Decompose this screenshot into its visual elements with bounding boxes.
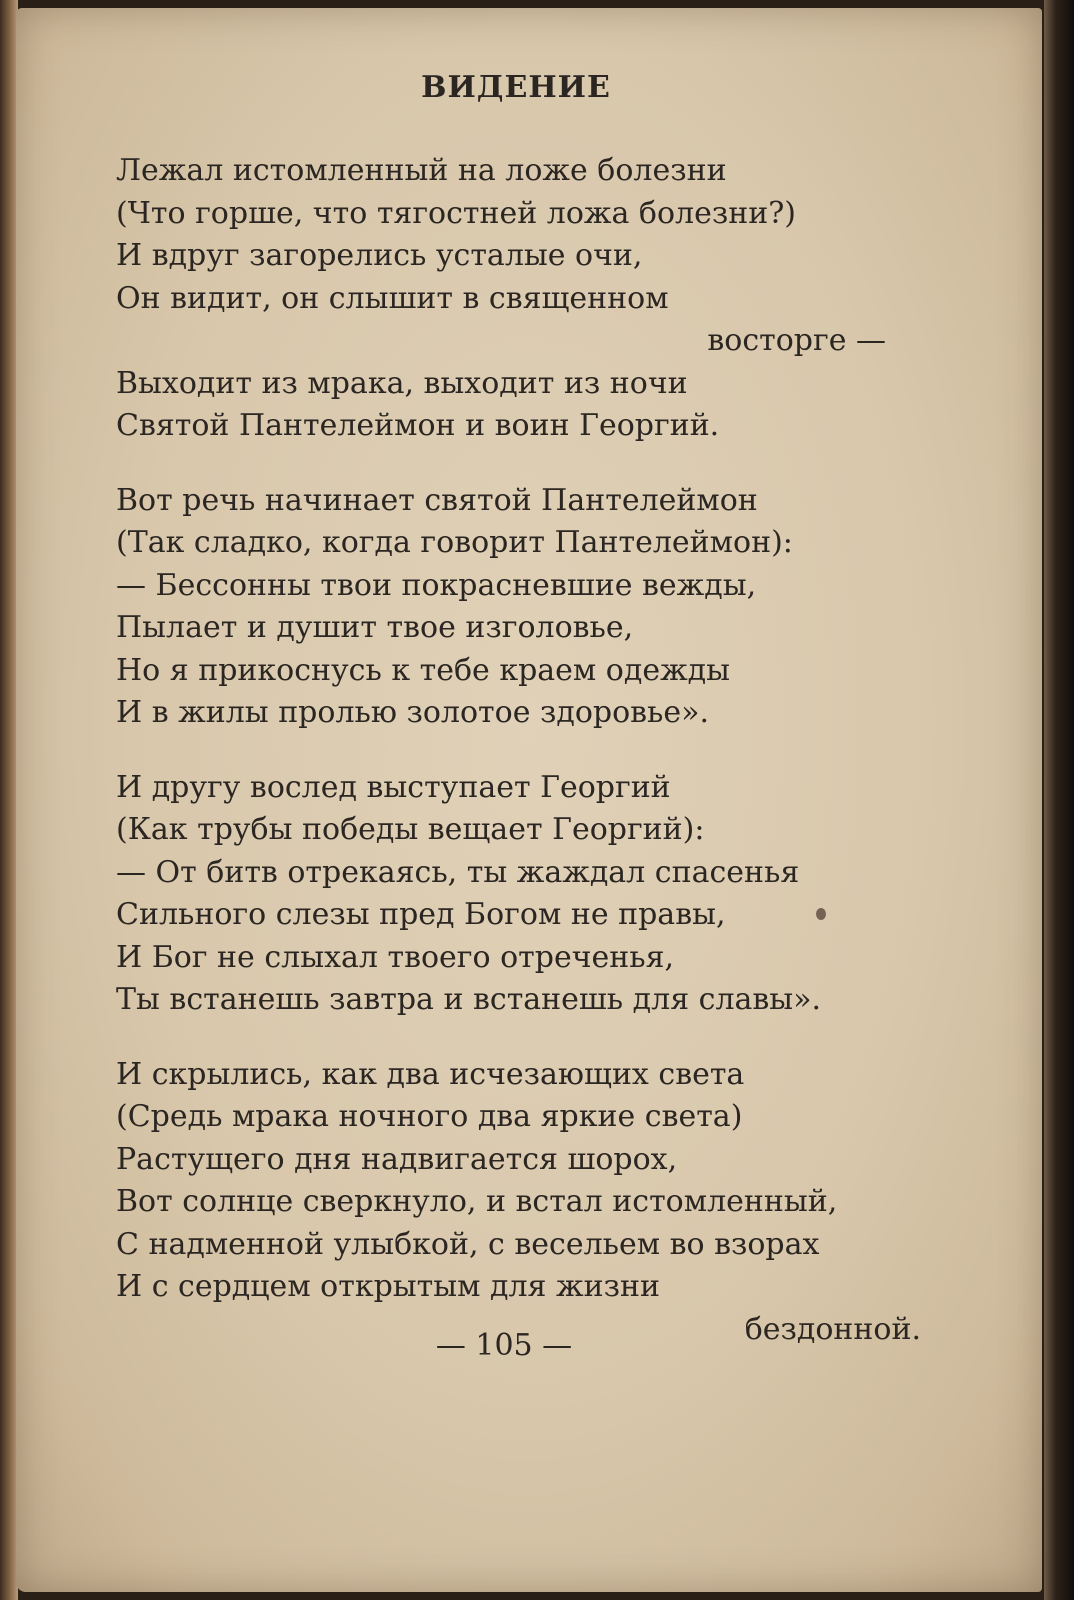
poem-line: И в жилы пролью золотое здоровье».	[116, 695, 710, 730]
book-page	[16, 8, 1042, 1592]
poem-line: (Так сладко, когда говорит Пантелеймон):	[116, 525, 793, 560]
poem-line: Святой Пантелеймон и воин Георгий.	[116, 408, 720, 443]
poem-line: Сильного слезы пред Богом не правы,	[116, 897, 726, 932]
poem-line: И вдруг загорелись усталые очи,	[116, 238, 643, 273]
poem-line: Растущего дня надвигается шорох,	[116, 1141, 678, 1177]
stanza-3	[116, 767, 936, 1022]
poem-line: (Как трубы победы вещает Георгий):	[116, 812, 705, 847]
poem-line-continuation: восторге —	[707, 323, 886, 358]
poem-line: Вот речь начинает святой Пантелеймон	[116, 482, 758, 518]
stanza-1	[116, 150, 936, 448]
ink-smudge	[816, 908, 826, 920]
poem-line: Лежал истомленный на ложе болезни	[116, 153, 727, 188]
poem-line: Пылает и душит твое изголовье,	[116, 610, 634, 645]
poem-line: (Что горше, что тягостней ложа болезни?)	[116, 195, 797, 231]
poem-line: Но я прикоснусь к тебе краем одежды	[116, 652, 731, 688]
poem-line-continuation: бездонной.	[744, 1311, 921, 1347]
poem-line: Выходит из мрака, выходит из ночи	[116, 365, 688, 401]
page-number: — 105 —	[435, 1328, 573, 1363]
poem-line: И скрылись, как два исчезающих света	[116, 1056, 745, 1092]
poem-line: И другу вослед выступает Георгий	[116, 769, 671, 805]
poem-line: Ты встанешь завтра и встанешь для славы».	[116, 982, 822, 1017]
stanza-4	[116, 1054, 936, 1352]
poem-title: ВИДЕНИЕ	[421, 70, 611, 105]
poem-line: — От битв отрекаясь, ты жаждал спасенья	[116, 854, 800, 890]
poem-line: И с сердцем открытым для жизни	[116, 1269, 660, 1304]
poem-line: Вот солнце сверкнуло, и встал истомленный,	[116, 1184, 838, 1219]
stanza-2	[116, 480, 936, 735]
poem-line: — Бессонны твои покрасневшие вежды,	[116, 567, 757, 603]
poem-line: И Бог не слыхал твоего отреченья,	[116, 939, 675, 975]
right-page-edge	[1044, 0, 1074, 1600]
poem-line: (Средь мрака ночного два яркие света)	[116, 1099, 743, 1134]
poem	[116, 70, 936, 1383]
poem-line: Он видит, он слышит в священном	[116, 280, 669, 316]
poem-line: С надменной улыбкой, с весельем во взорах	[116, 1226, 820, 1262]
